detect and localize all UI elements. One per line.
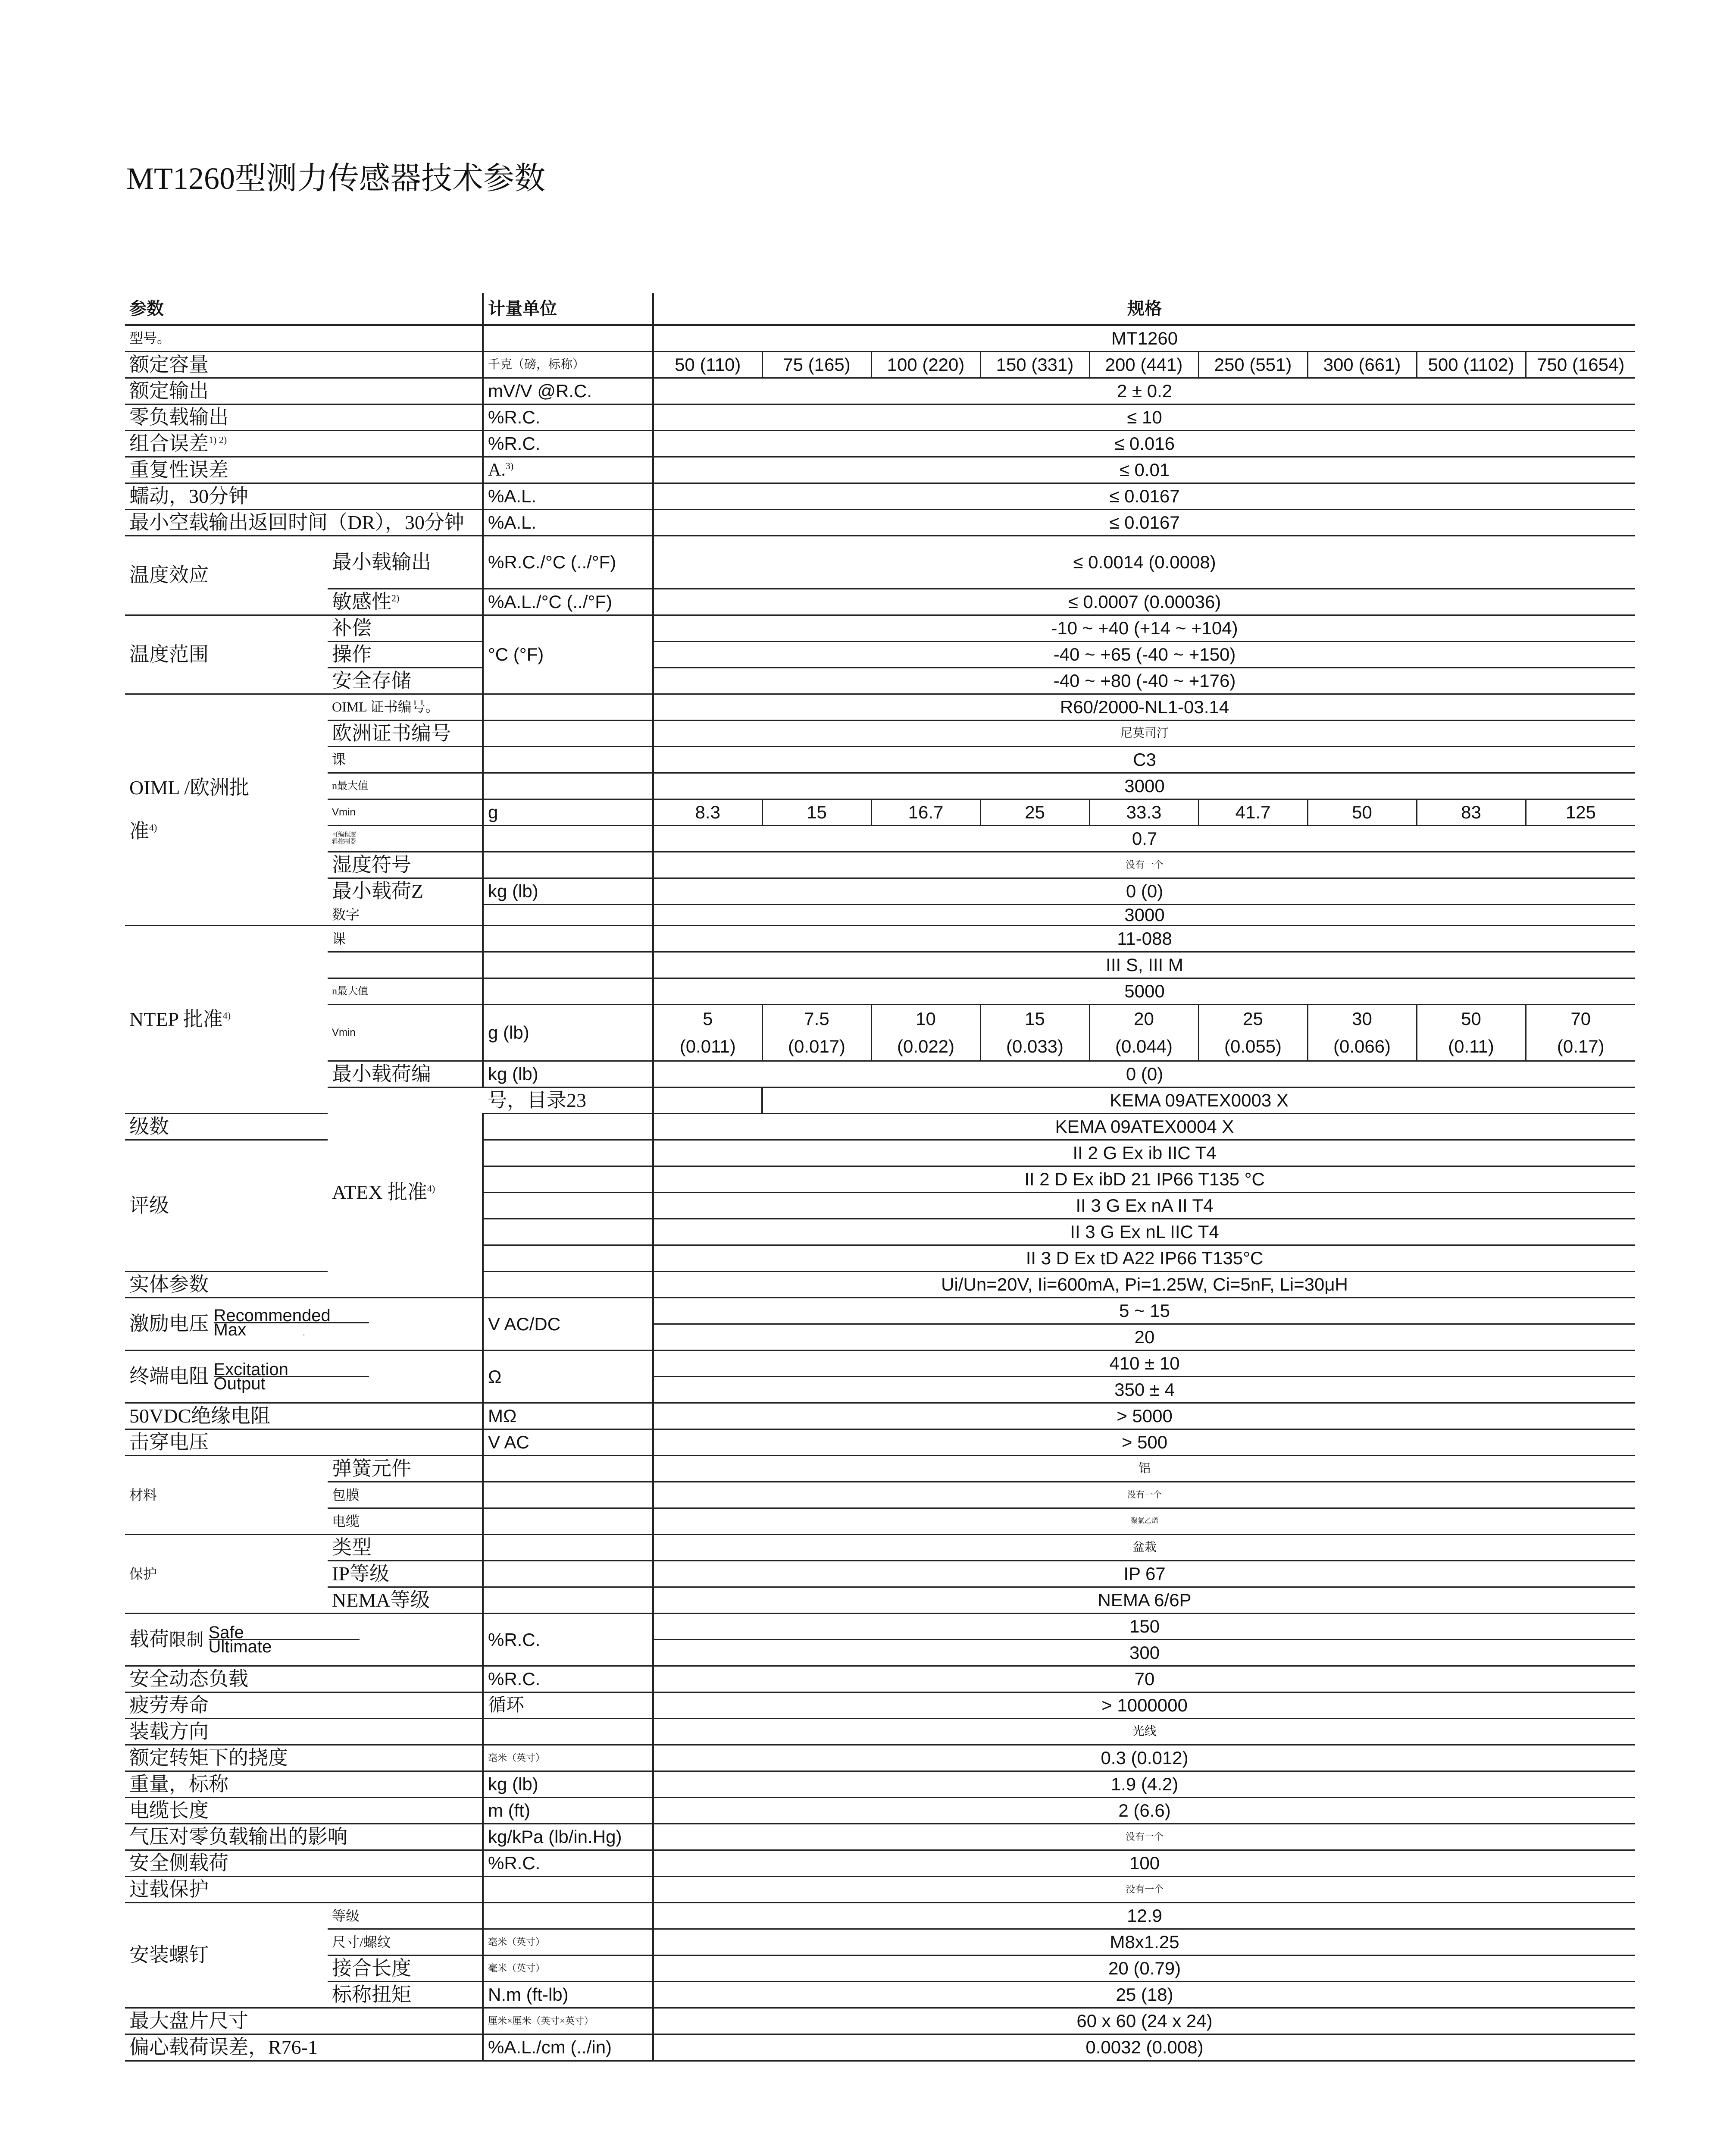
row-unit: V AC [483,1429,653,1456]
row-label: 弹簧元件 [328,1456,483,1482]
vmin-cell: 15 [762,799,871,826]
table-row [125,694,1635,721]
row-label: 最小载输出 [328,536,483,589]
row-label: 击穿电压 [125,1429,483,1456]
row-unit: %A.L./cm (../in) [483,2034,653,2061]
row-unit: %A.L. [483,483,653,510]
table-row [125,905,1635,926]
capacity-cell: 500 (1102) [1417,352,1526,378]
table-row [125,1877,1635,1903]
table-row [125,1005,1635,1061]
row-value: II 2 D Ex ibD 21 IP66 T135 °C [653,1166,1635,1193]
row-label: 最大盘片尺寸 [125,2008,483,2034]
row-label: 数字 [328,905,483,926]
row-unit: mV/V @R.C. [483,378,653,404]
row-label: 尺寸/螺纹 [328,1929,483,1955]
footnote-ref: 2) [391,592,400,604]
row-label: 实体参数 [125,1272,328,1298]
group-oiml: OIML /欧洲批 准$^{4)}$ [125,694,328,926]
row-value: 60 x 60 (24 x 24) [653,2008,1635,2034]
row-value: IP 67 [653,1561,1635,1587]
row-value: ≤ 0.0007 (0.00036) [653,589,1635,615]
table-row [125,1982,1635,2008]
table-row [125,852,1635,878]
row-value: 0.3 (0.012) [653,1745,1635,1771]
row-value: II 3 G Ex nA II T4 [653,1193,1635,1219]
table-row [125,978,1635,1005]
row-unit: %A.L./°C (../°F) [483,589,653,615]
row-value: 尼莫司汀 [653,721,1635,747]
table-row [125,1482,1635,1508]
row-label: 型号。 [125,325,483,352]
row-label: 可编程逻 辑控制器 [328,826,483,852]
table-row [125,799,1635,826]
vmin-cell: 15 (0.033) [980,1005,1089,1061]
group-ntep: NTEP 批准$^{4)}$ [125,926,328,1114]
row-value: 2 ± 0.2 [653,378,1635,404]
row-label: NEMA等级 [328,1587,483,1614]
row-label: 敏感性$^{2)}$ [328,589,483,615]
row-unit: kg (lb) [483,878,653,905]
table-row [125,1745,1635,1771]
row-label: 重复性误差 [125,457,483,483]
row-label: 类型 [328,1535,483,1561]
row-unit: Ω [483,1351,653,1403]
row-value: 70 [653,1666,1635,1692]
table-row [125,721,1635,747]
row-label: n最大值 [328,978,483,1005]
vmin-cell: 41.7 [1198,799,1307,826]
row-unit: %A.L. [483,510,653,536]
capacity-cell: 150 (331) [980,352,1089,378]
row-value: 410 ± 10 [653,1351,1635,1377]
row-value: ≤ 0.01 [653,457,1635,483]
row-value: II 3 G Ex nL IIC T4 [653,1219,1635,1245]
row-value: KEMA 09ATEX0003 X [762,1087,1635,1114]
row-value: III S, III M [653,952,1635,978]
row-label: 号，目录23 [483,1087,653,1114]
row-label: 最小载荷编 [328,1061,483,1087]
capacity-cell: 200 (441) [1089,352,1198,378]
table-row [125,1087,1635,1114]
table-row [125,1929,1635,1955]
table-row [125,2008,1635,2034]
row-unit: A.$^{3)}$ [483,457,653,483]
table-row [125,510,1635,536]
row-value: 0.0032 (0.008) [653,2034,1635,2061]
footnote-ref: 1) 2) [209,434,227,445]
row-value: 5000 [653,978,1635,1005]
row-value: 0 (0) [653,878,1635,905]
vmin-cell: 7.5 (0.017) [762,1005,871,1061]
table-row [125,536,1635,589]
row-unit: kg (lb) [483,1771,653,1798]
row-label: 最小空载输出返回时间（DR），30分钟 [125,510,483,536]
row-unit: °C (°F) [483,615,653,694]
group-atex: ATEX 批准$^{4)}$ [328,1087,483,1298]
table-row [125,1403,1635,1429]
row-value: ≤ 0.016 [653,431,1635,457]
row-value: 3000 [653,773,1635,799]
table-row [125,1850,1635,1877]
table-row [125,668,1635,694]
row-label: 操作 [328,642,483,668]
capacity-cell: 250 (551) [1198,352,1307,378]
table-row [125,1587,1635,1614]
row-unit: %R.C. [483,1850,653,1877]
load-limit-label: 载荷限制 Safe Ultimate [125,1614,483,1666]
row-value: 5 ~ 15 [653,1298,1635,1324]
page-title: MT1260型测力传感器技术参数 [126,161,546,196]
row-unit: 千克（磅，标称） [483,352,653,378]
table-row [125,1771,1635,1798]
row-label: 接合长度 [328,1955,483,1982]
vmin-cell: 50 (0.11) [1417,1005,1526,1061]
vmin-cell: 10 (0.022) [871,1005,980,1061]
row-value: 1.9 (4.2) [653,1771,1635,1798]
row-unit: 毫米（英寸） [483,1929,653,1955]
header-unit: 计量单位 [483,293,653,325]
table-row [125,1614,1635,1640]
table-row [125,1508,1635,1535]
row-value: C3 [653,747,1635,773]
terminal-label: 终端电阻 Excitation Output [125,1351,483,1403]
table-row [125,2034,1635,2061]
vmin-cell: 30 (0.066) [1307,1005,1417,1061]
row-label: Vmin [328,799,483,826]
row-value: 铝 [653,1456,1635,1482]
footnote-ref: 3) [505,460,514,471]
row-label: 重量，标称 [125,1771,483,1798]
row-value: R60/2000-NL1-03.14 [653,694,1635,721]
table-row [125,1798,1635,1824]
row-unit: %R.C. [483,1666,653,1692]
vmin-cell: 33.3 [1089,799,1198,826]
vmin-cell: 8.3 [653,799,762,826]
row-label: 额定容量 [125,352,483,378]
row-unit: %R.C./°C (../°F) [483,536,653,589]
row-unit: g (lb) [483,1005,653,1061]
capacity-cell: 300 (661) [1307,352,1417,378]
table-row [125,1824,1635,1850]
table-row [125,747,1635,773]
capacity-cell: 100 (220) [871,352,980,378]
footnote-ref: 4) [149,822,157,834]
group-screw: 安装螺钉 [125,1903,328,2008]
row-unit: N.m (ft-lb) [483,1982,653,2008]
row-value: 150 [653,1614,1635,1640]
table-row [125,404,1635,431]
row-value: ≤ 0.0167 [653,510,1635,536]
table-row [125,926,1635,952]
table-row [125,773,1635,799]
row-label: 级数 [125,1114,328,1140]
row-value: II 3 D Ex tD A22 IP66 T135°C [653,1245,1635,1272]
row-unit: kg (lb) [483,1061,653,1087]
row-value: 25 (18) [653,1982,1635,2008]
vmin-cell: 125 [1526,799,1635,826]
table-row [125,325,1635,352]
row-label: 安全侧载荷 [125,1850,483,1877]
table-row [125,826,1635,852]
row-unit: kg/kPa (lb/in.Hg) [483,1824,653,1850]
table-row [125,1456,1635,1482]
table-row [125,431,1635,457]
table-row [125,1429,1635,1456]
row-value: 0.7 [653,826,1635,852]
row-value: 350 ± 4 [653,1377,1635,1403]
group-material: 材料 [125,1456,328,1535]
row-value: Ui/Un=20V, Ii=600mA, Pi=1.25W, Ci=5nF, Li=30μH [653,1272,1635,1298]
vmin-cell: 16.7 [871,799,980,826]
row-unit: 毫米（英寸） [483,1745,653,1771]
row-value: 聚氯乙烯 [653,1508,1635,1535]
row-value: 3000 [653,905,1635,926]
row-unit: %R.C. [483,431,653,457]
row-label: Vmin [328,1005,483,1061]
row-label: 标称扭矩 [328,1982,483,2008]
capacity-cell: 50 (110) [653,352,762,378]
row-label: 评级 [125,1140,328,1272]
table-row [125,1719,1635,1745]
row-value: ≤ 0.0014 (0.0008) [653,536,1635,589]
row-value: KEMA 09ATEX0004 X [653,1114,1635,1140]
row-value: > 500 [653,1429,1635,1456]
row-unit [483,1903,653,1929]
row-label: 气压对零负载输出的影响 [125,1824,483,1850]
row-unit [483,1719,653,1745]
row-value: 光线 [653,1719,1635,1745]
row-value: 11-088 [653,926,1635,952]
row-value: 2 (6.6) [653,1798,1635,1824]
row-value: 100 [653,1850,1635,1877]
row-value: -40 ~ +65 (-40 ~ +150) [653,642,1635,668]
row-label: 偏心载荷误差，R76-1 [125,2034,483,2061]
row-value: ≤ 0.0167 [653,483,1635,510]
row-label: n最大值 [328,773,483,799]
table-row [125,352,1635,378]
table-row [125,642,1635,668]
row-label: 蠕动，30分钟 [125,483,483,510]
group-temp-effect: 温度效应 [125,536,328,615]
row-value: MT1260 [653,325,1635,352]
group-temp-range: 温度范围 [125,615,328,694]
row-unit: 厘米×厘米（英寸×英寸） [483,2008,653,2034]
row-value: > 1000000 [653,1692,1635,1719]
table-row [125,1666,1635,1692]
row-label: 装载方向 [125,1719,483,1745]
row-unit: V AC/DC [483,1298,653,1351]
group-protection: 保护 [125,1535,328,1614]
vmin-cell: 25 (0.055) [1198,1005,1307,1061]
row-unit: %R.C. [483,1614,653,1666]
row-label: 组合误差$^{1) 2)}$ [125,431,483,457]
row-value: NEMA 6/6P [653,1587,1635,1614]
row-value: 盆栽 [653,1535,1635,1561]
table-row [125,1955,1635,1982]
row-label: 过载保护 [125,1877,483,1903]
row-label: 电缆长度 [125,1798,483,1824]
footnote-ref: 4) [222,1010,231,1022]
table-row [125,952,1635,978]
footnote-ref: 4) [427,1183,435,1194]
row-unit: 毫米（英寸） [483,1955,653,1982]
table-row [125,1298,1635,1324]
table-row [125,615,1635,642]
table-row [125,1061,1635,1087]
row-label: 课 [328,747,483,773]
vmin-cell: 20 (0.044) [1089,1005,1198,1061]
vmin-cell: 25 [980,799,1089,826]
row-label: 零负载输出 [125,404,483,431]
vmin-cell: 83 [1417,799,1526,826]
row-value: 300 [653,1640,1635,1666]
row-value: > 5000 [653,1403,1635,1429]
row-value: 没有一个 [653,1482,1635,1508]
row-value: 12.9 [653,1903,1635,1929]
table-row [125,378,1635,404]
table-row [125,1561,1635,1587]
table-row [125,589,1635,615]
row-value: M8x1.25 [653,1929,1635,1955]
row-label: 额定输出 [125,378,483,404]
header-spec: 规格 [653,293,1635,325]
row-value: -40 ~ +80 (-40 ~ +176) [653,668,1635,694]
row-value: ≤ 10 [653,404,1635,431]
row-label: 电缆 [328,1508,483,1535]
capacity-cell: 750 (1654) [1526,352,1635,378]
vmin-cell: 50 [1307,799,1417,826]
row-value: 20 [653,1324,1635,1351]
row-value: 没有一个 [653,852,1635,878]
row-label: 补偿 [328,615,483,642]
row-label: 疲劳寿命 [125,1692,483,1719]
table-row [125,483,1635,510]
row-label: 包膜 [328,1482,483,1508]
table-row [125,878,1635,905]
vmin-cell: 70 (0.17) [1526,1005,1635,1061]
row-value: 0 (0) [653,1061,1635,1087]
table-row [125,457,1635,483]
vmin-cell: 5 (0.011) [653,1005,762,1061]
row-label: 安全动态负载 [125,1666,483,1692]
row-unit: %R.C. [483,404,653,431]
table-header-row [125,293,1635,325]
row-label: IP等级 [328,1561,483,1587]
row-label: 等级 [328,1903,483,1929]
row-unit: 循环 [483,1692,653,1719]
table-row [125,1535,1635,1561]
row-label: 课 [328,926,483,952]
row-label: 50VDC绝缘电阻 [125,1403,483,1429]
excitation-label: 激励电压 Recommended Max . [125,1298,483,1351]
row-label: OIML 证书编号。 [328,694,483,721]
row-label: 欧洲证书编号 [328,721,483,747]
row-label: 最小载荷Z [332,880,424,903]
capacity-cell: 75 (165) [762,352,871,378]
row-label: 额定转矩下的挠度 [125,1745,483,1771]
row-label: 安全存储 [328,668,483,694]
row-value: 没有一个 [653,1877,1635,1903]
row-unit [483,1877,653,1903]
row-value: II 2 G Ex ib IIC T4 [653,1140,1635,1166]
row-unit: m (ft) [483,1798,653,1824]
row-value: 没有一个 [653,1824,1635,1850]
header-param: 参数 [125,293,483,325]
spec-table [125,293,1635,2062]
row-unit: g [483,799,653,826]
table-row [125,1903,1635,1929]
row-value: -10 ~ +40 (+14 ~ +104) [653,615,1635,642]
row-label: 湿度符号 [328,852,483,878]
table-row [125,1692,1635,1719]
row-value: 20 (0.79) [653,1955,1635,1982]
row-unit: MΩ [483,1403,653,1429]
table-row [125,1351,1635,1377]
